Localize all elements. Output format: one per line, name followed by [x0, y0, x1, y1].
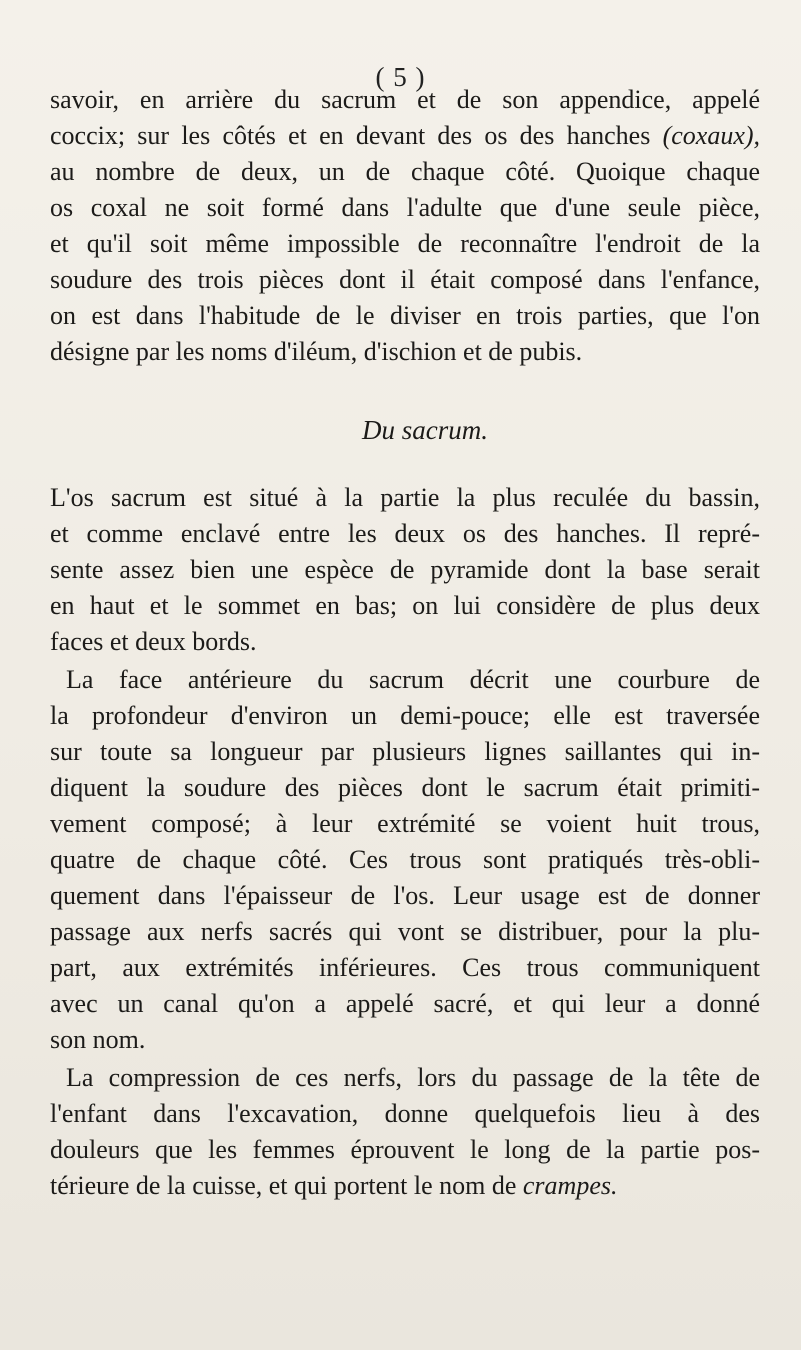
text-line: part, aux extrémités inférieures. Ces trous communiquent [50, 953, 760, 982]
text-line: La face antérieure du sacrum décrit une courbure de [66, 665, 760, 694]
italic-term: crampes. [522, 1171, 618, 1200]
text-line: son nom. [50, 1025, 146, 1054]
text-line: quement dans l'épaisseur de l'os. Leur usage est de donner [50, 881, 760, 910]
text-line: au nombre de deux, un de chaque côté. Quoique chaque [50, 157, 760, 186]
text-line: douleurs que les femmes éprouvent le long de la partie pos- [50, 1135, 760, 1164]
page-number: ( 5 ) [375, 62, 426, 92]
text-line: vement composé; à leur extrémité se voient huit trous, [50, 809, 760, 838]
text-line: avec un canal qu'on a appelé sacré, et qui leur a donné [50, 989, 760, 1018]
text-line: os coxal ne soit formé dans l'adulte que d'une seule pièce, [50, 193, 760, 222]
section-heading: Du sacrum. [362, 415, 488, 445]
text-span: coccix; sur les côtés et en devant des os des hanches [50, 121, 651, 150]
text-line: La compression de ces nerfs, lors du passage de la tête de [66, 1063, 760, 1092]
text-line: sente assez bien une espèce de pyramide dont la base serait [50, 555, 760, 584]
text-line: et comme enclavé entre les deux os des hanches. Il repré- [50, 519, 760, 548]
text-line: faces et deux bords. [50, 627, 257, 656]
text-line: sur toute sa longueur par plusieurs lignes saillantes qui in- [50, 737, 760, 766]
text-line: en haut et le sommet en bas; on lui considère de plus deux [50, 591, 760, 620]
text-line: désigne par les noms d'iléum, d'ischion et de pubis. [50, 337, 583, 366]
text-line: passage aux nerfs sacrés qui vont se distribuer, pour la plu- [50, 917, 760, 946]
text-line: soudure des trois pièces dont il était composé dans l'enfance, [50, 265, 760, 294]
text-line: on est dans l'habitude de le diviser en trois parties, que l'on [50, 301, 760, 330]
text-line: diquent la soudure des pièces dont le sacrum était primiti- [50, 773, 760, 802]
text-line [50, 118, 760, 154]
text-line [50, 1168, 760, 1204]
text-line: et qu'il soit même impossible de reconnaître l'endroit de la [50, 229, 760, 258]
text-line: savoir, en arrière du sacrum et de son appendice, appelé [50, 85, 760, 114]
text-line: quatre de chaque côté. Ces trous sont pratiqués très-obli- [50, 845, 760, 874]
italic-term: (coxaux), [662, 121, 761, 150]
text-line: l'enfant dans l'excavation, donne quelquefois lieu à des [50, 1099, 760, 1128]
text-span: térieure de la cuisse, et qui portent le nom de [50, 1171, 517, 1200]
text-line: L'os sacrum est situé à la partie la plus reculée du bassin, [50, 483, 760, 512]
text-line: la profondeur d'environ un demi-pouce; elle est traversée [50, 701, 760, 730]
